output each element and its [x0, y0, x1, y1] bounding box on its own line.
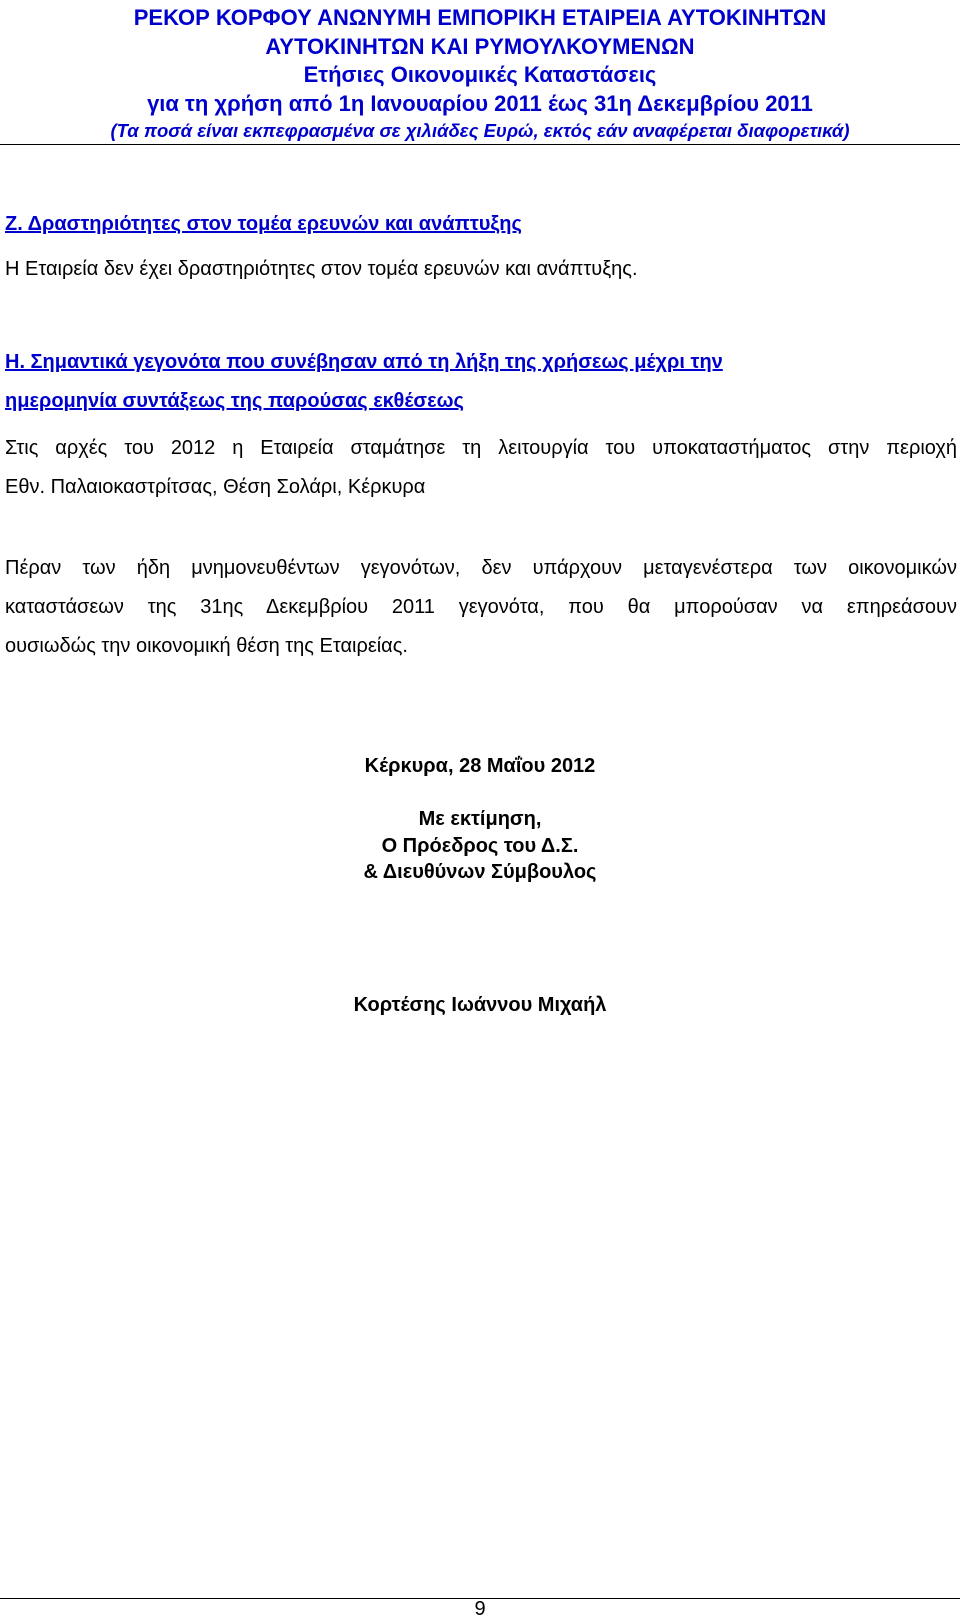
section-z-body: Η Εταιρεία δεν έχει δραστηριότητες στον τομέα ερευνών και ανάπτυξης.	[5, 258, 638, 280]
company-name-line-2: ΑΥΤΟΚΙΝΗΤΩΝ ΚΑΙ ΡΥΜΟΥΛΚΟΥΜΕΝΩΝ	[265, 33, 695, 59]
page-number: 9	[474, 1598, 486, 1620]
section-h-heading-line-2: ημερομηνία συντάξεως της παρούσας εκθέσεως	[5, 390, 464, 412]
paragraph-2-line-2: καταστάσεων της 31ης Δεκεμβρίου 2011 γεγονότα, που θα μπορούσαν να επηρεάσουν	[5, 596, 957, 618]
section-h-heading-line-1: Η. Σημαντικά γεγονότα που συνέβησαν από τη λήξη της χρήσεως μέχρι την	[5, 351, 723, 373]
signature-place-date: Κέρκυρα, 28 Μαΐου 2012	[364, 755, 596, 777]
signature-regards: Με εκτίμηση,	[418, 808, 542, 830]
paragraph-2-line-3: ουσιωδώς την οικονομική θέση της Εταιρείας.	[5, 635, 408, 657]
report-period: για τη χρήση από 1η Ιανουαρίου 2011 έως 31η Δεκεμβρίου 2011	[147, 90, 813, 116]
section-z-heading: Ζ. Δραστηριότητες στον τομέα ερευνών και ανάπτυξης	[5, 213, 522, 235]
paragraph-2-line-1: Πέραν των ήδη μνημονευθέντων γεγονότων, δεν υπάρχουν μεταγενέστερα των οικονομικών	[5, 557, 957, 579]
company-name-line-1: ΡΕΚΟΡ ΚΟΡΦΟΥ ΑΝΩΝΥΜΗ ΕΜΠΟΡΙΚΗ ΕΤΑΙΡΕΙΑ ΑΥΤΟΚΙΝΗΤΩΝ	[133, 5, 827, 30]
paragraph-1-line-1: Στις αρχές του 2012 η Εταιρεία σταμάτησε τη λειτουργία του υποκαταστήματος στην περιοχή	[5, 437, 957, 459]
signatory-name: Κορτέσης Ιωάννου Μιχαήλ	[353, 994, 607, 1016]
section-h-paragraph-1	[5, 429, 957, 507]
section-h-paragraph-2	[5, 549, 957, 666]
signature-role-line-2: & Διευθύνων Σύμβουλος	[363, 861, 597, 883]
currency-note: (Τα ποσά είναι εκπεφρασμένα σε χιλιάδες Ευρώ, εκτός εάν αναφέρεται διαφορετικά)	[110, 120, 850, 141]
header-divider	[0, 144, 960, 145]
paragraph-1-line-2: Εθν. Παλαιοκαστρίτσας, Θέση Σολάρι, Κέρκυρα	[5, 476, 426, 498]
signature-role-line-1: Ο Πρόεδρος του Δ.Σ.	[381, 835, 579, 857]
report-title: Ετήσιες Οικονομικές Καταστάσεις	[303, 62, 657, 87]
document-header	[0, 4, 960, 144]
